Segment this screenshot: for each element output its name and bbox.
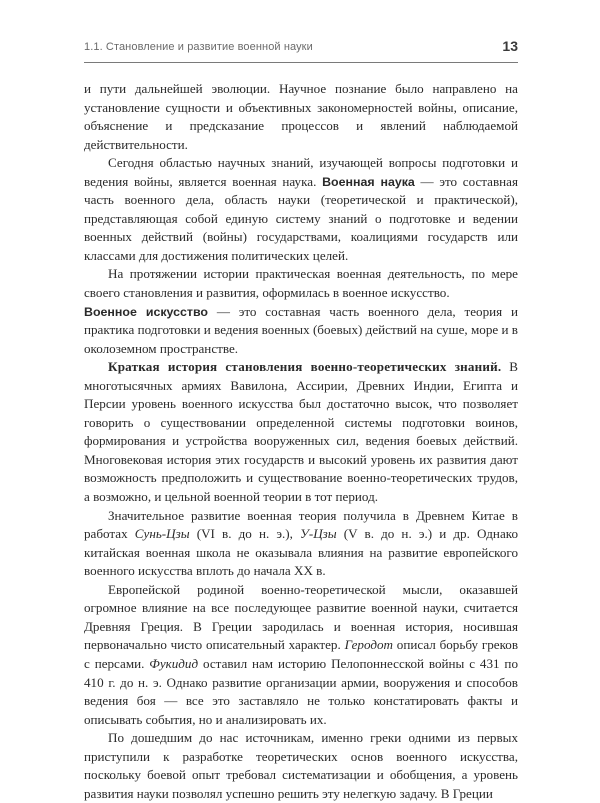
term-military-art: Военное искусство (84, 304, 208, 319)
paragraph-3: На протяжении истории практическая военная деятельность, по мере своего становления и развития, оформилась в военное искусство. (84, 266, 518, 301)
paragraph-7-part: Европейской родиной военно-теоретической мысли, оказавшей огромное влияние на все последующее развитие военной науки, считается Древняя Греция. В Греции зародилась и военная история, носившая первоначально чисто описательный характер. (84, 581, 518, 653)
paragraph-6-part: (V в. до н. э.) и др. Однако китайская военная школа не оказывала влияния на развитие европейского военного искусства вплоть до начала XX в. (84, 526, 518, 579)
author-thucydides: Фукидид (149, 655, 199, 671)
body-text (84, 80, 518, 803)
paragraph-8: По дошедшим до нас источникам, именно греки одними из первых приступили к разработке теоретических основ военного искусства, поскольку боевой опыт требовал систематизации и обобщения, а уровень развития науки позволял успешно решить эту нелегкую задачу. В Греции (84, 730, 518, 801)
author-wu-tzu: У-Цзы (300, 526, 337, 542)
section-heading: Краткая история становления военно-теоретических знаний. (108, 359, 502, 375)
paragraph-2-intro: Сегодня областью научных знаний, изучающей вопросы подготовки и ведения войны, является военная наука. (84, 155, 518, 189)
paragraph-4 (84, 303, 518, 359)
term-military-science: Военная наука (322, 174, 415, 189)
paragraph-5-text: В многотысячных армиях Вавилона, Ассирии, Древних Индии, Египта и Персии уровень военного искусства был достаточно высок, что позволяет говорить о существовании определенной системы подготовки воинов, формирования и устройства вооруженных сил, ведения боевых действий. Многовековая история этих государств и высокий уровень их развития дают возможность предположить и существование военно-теоретических трудов, а возможно, и цельной военной теории в тот период. (84, 359, 518, 505)
paragraph-6-part: Значительное развитие военная теория получила в Древнем Китае в работах (84, 507, 518, 542)
author-herodotus: Геродот (344, 637, 393, 653)
paragraph-1: и пути дальнейшей эволюции. Научное познание было направлено на установление сущности и объективных закономерностей войны, описание, объяснение и предсказание процессов и явлений наблюдаемой действительности. (84, 81, 518, 152)
page-number: 13 (502, 38, 518, 54)
page-header (84, 38, 518, 63)
paragraph-5 (84, 358, 518, 506)
paragraph-7 (84, 581, 518, 729)
paragraph-7-part: описал борьбу греков с персами. (84, 637, 518, 671)
paragraph-2 (84, 154, 518, 265)
paragraph-2-definition: — это составная часть военного дела, область науки (теоретической и практической), представляющая собой единую систему знаний о подготовке и ведении военных действий (войны) государствами, коалициями государств или классами для достижения политических целей. (84, 173, 518, 263)
paragraph-6-part: (VI в. до н. э.), (196, 526, 293, 542)
paragraph-7-part: оставил нам историю Пелопоннесской войны с 431 по 410 г. до н. э. Однако развитие организации армии, вооружения и способов ведения боя — все это заставляло не только констатировать факты и описывать события, но и анализировать их. (84, 655, 518, 727)
paragraph-6 (84, 507, 518, 581)
author-sun-tzu: Сунь-Цзы (134, 526, 190, 542)
paragraph-4-definition: — это составная часть военного дела, теория и практика подготовки и ведения военных (боевых) действий на суше, море и в околоземном пространстве. (84, 303, 518, 356)
running-title: 1.1. Становление и развитие военной науки (84, 41, 313, 53)
